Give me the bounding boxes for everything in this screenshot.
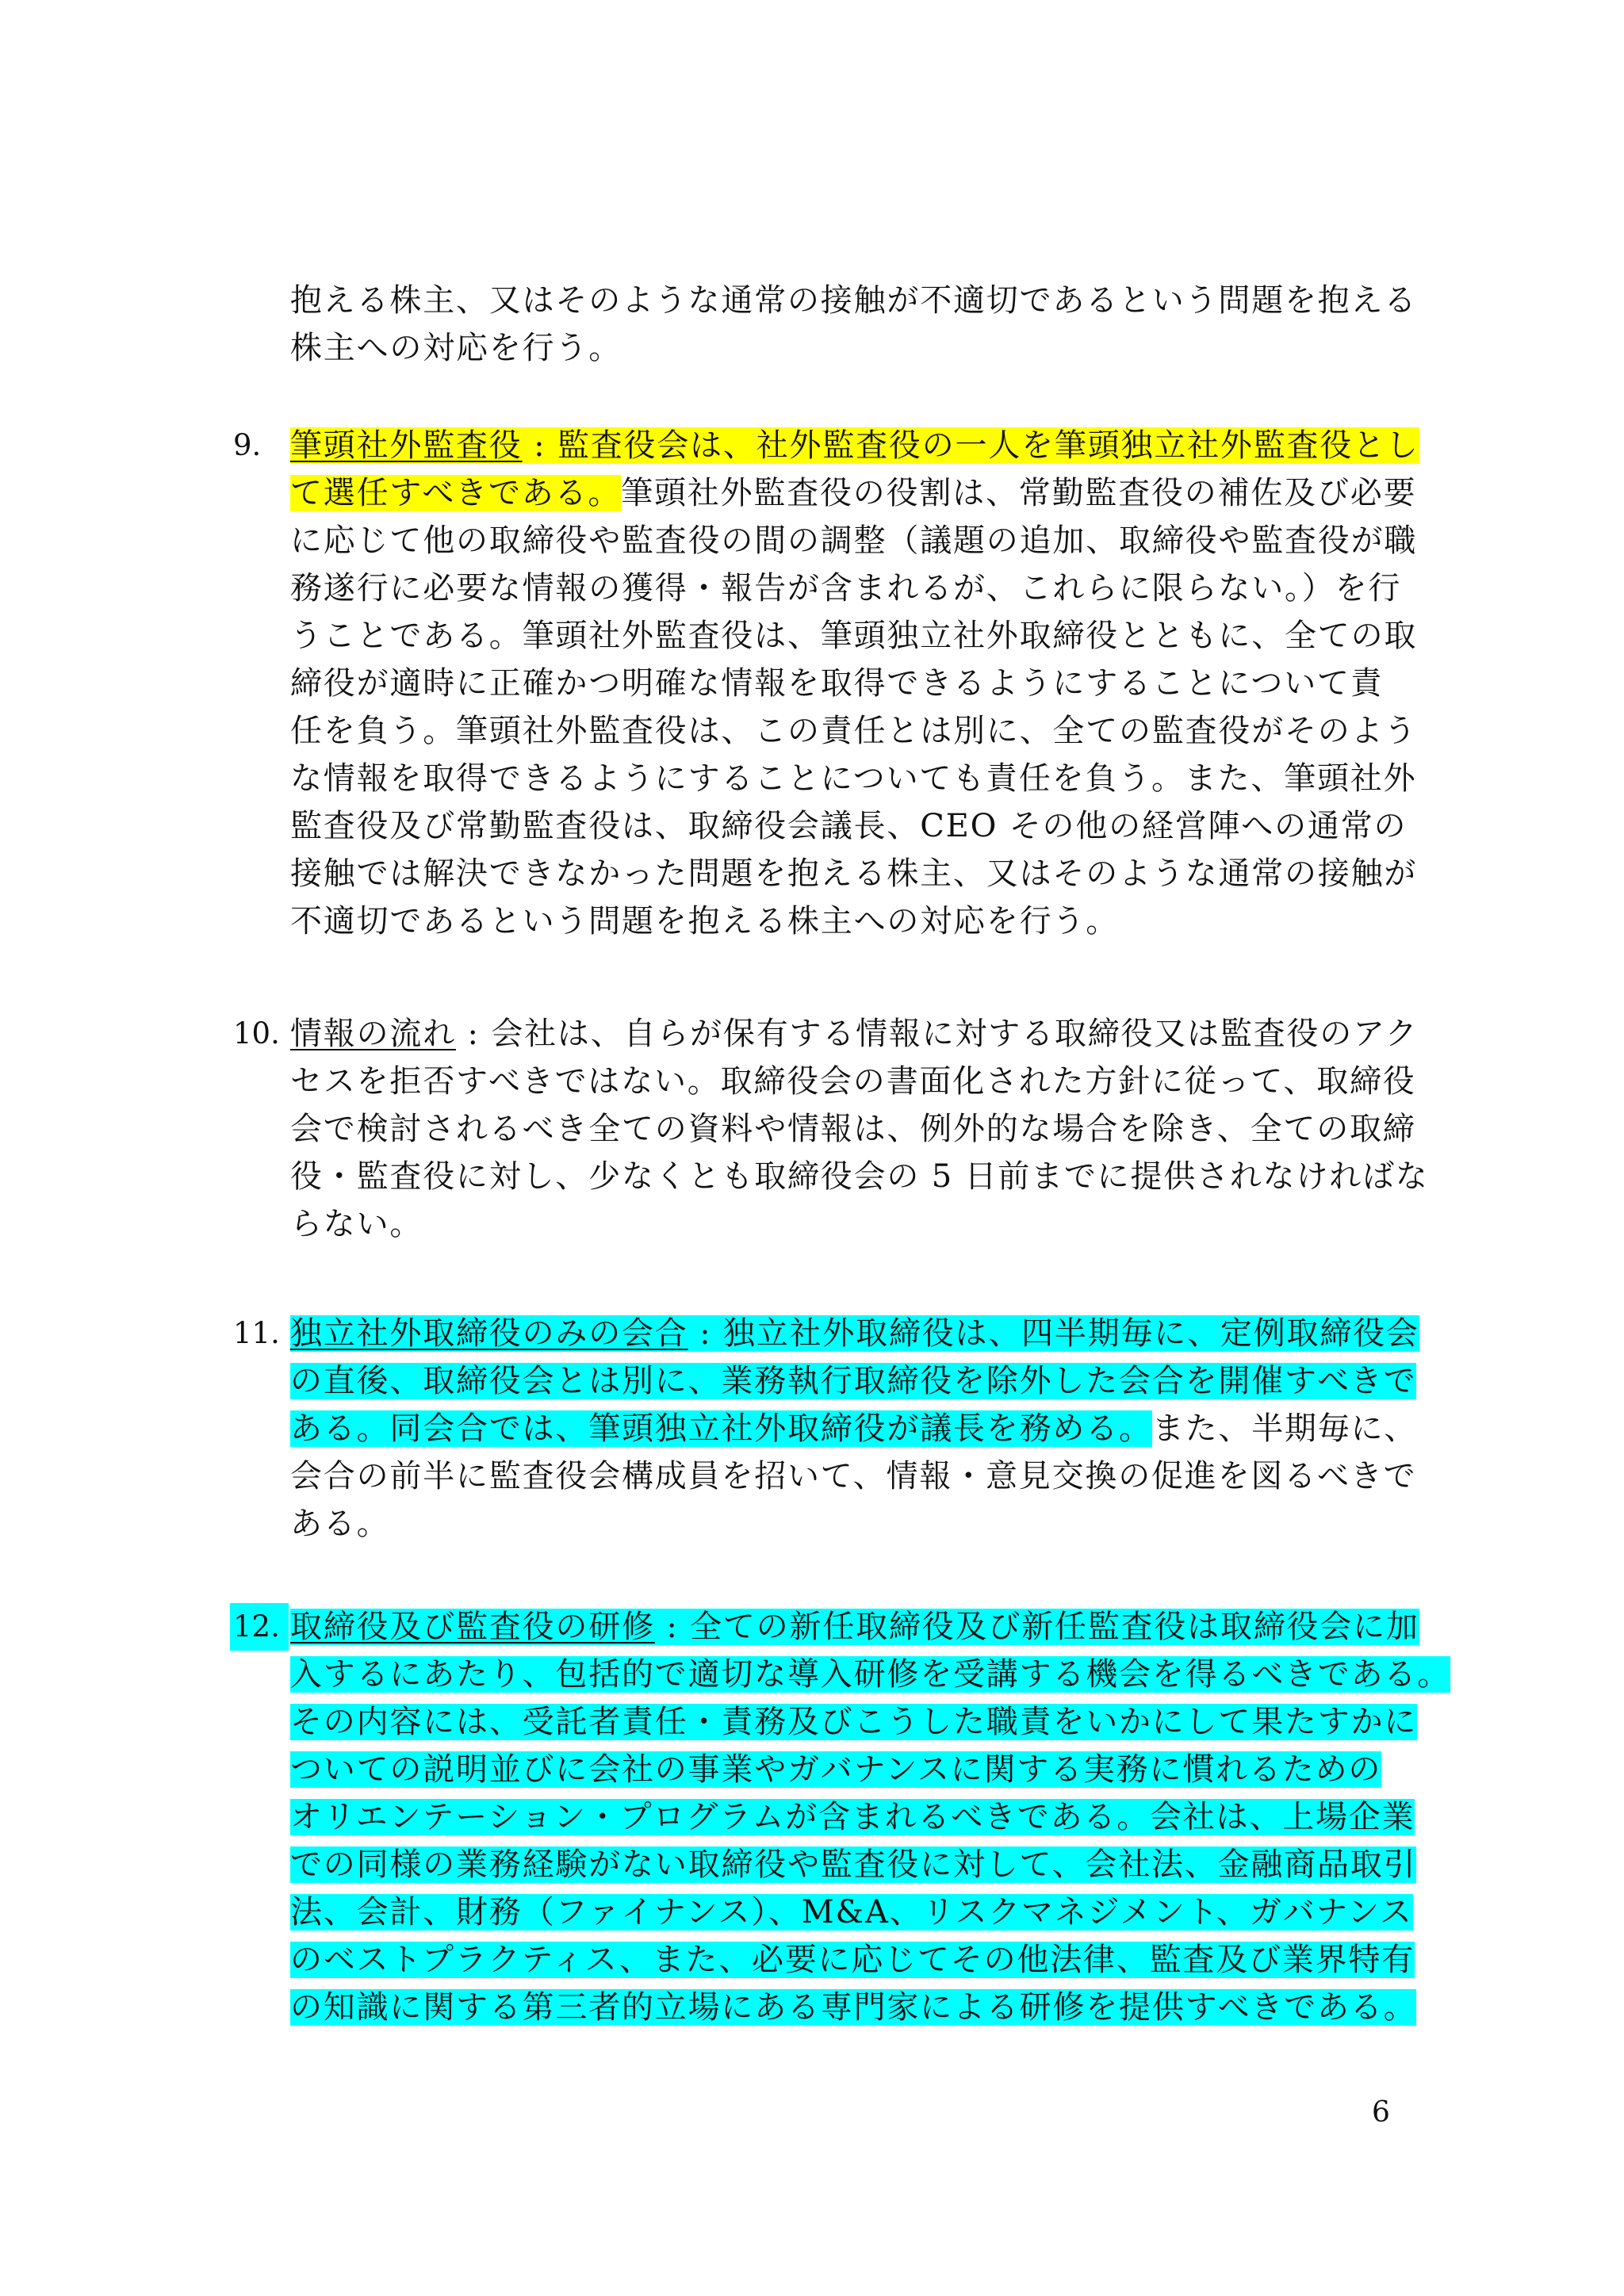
text-line: [290, 1936, 1415, 1984]
item-first-line: [290, 1010, 1419, 1058]
text-line: [290, 1746, 1381, 1793]
text-segment: 筆頭社外監査役の役割は、常勤監査役の補佐及び必要: [621, 475, 1417, 511]
highlighted-text: [290, 1609, 1419, 1645]
highlighted-text: ついての説明並びに会社の事業やガバナンスに関する実務に慣れるための: [290, 1751, 1382, 1788]
text-segment: 全ての新任取締役及び新任監査役は取締役会に加: [690, 1609, 1419, 1645]
text-segment: 独立社外取締役は、四半期毎に、定例取締役会: [722, 1315, 1419, 1352]
heading-separator: :: [688, 1315, 723, 1352]
text-line: [290, 1405, 1417, 1452]
text-line: 会で検討されるべき全ての資料や情報は、例外的な場合を除き、全ての取締: [290, 1111, 1416, 1147]
text-line: [290, 1888, 1413, 1936]
text-line: [290, 1793, 1415, 1841]
heading-separator: :: [456, 1016, 492, 1052]
item-number: 11.: [233, 1316, 280, 1350]
text-line: 会合の前半に監査役会構成員を招いて、情報・意見交換の促進を図るべきで: [290, 1458, 1417, 1494]
text-line: 役・監査役に対し、少なくとも取締役会の 5 日前までに提供されなければな: [290, 1158, 1429, 1195]
highlighted-text: の直後、取締役会とは別に、業務執行取締役を除外した会合を開催すべきで: [290, 1363, 1417, 1399]
item-first-line: [290, 1310, 1419, 1357]
highlighted-text: の知識に関する第三者的立場にある専門家による研修を提供すべきである。: [290, 1989, 1417, 2026]
item-heading: 取締役及び監査役の研修: [290, 1609, 655, 1645]
heading-separator: :: [522, 427, 557, 464]
highlighted-text: 入するにあたり、包括的で適切な導入研修を受講する機会を得るべきである。: [290, 1656, 1450, 1693]
text-line: 締役が適時に正確かつ明確な情報を取得できるようにすることについて責: [290, 665, 1384, 702]
item-heading: 情報の流れ: [290, 1016, 456, 1052]
text-line: に応じて他の取締役や監査役の間の調整（議題の追加、取締役や監査役が職: [290, 522, 1418, 559]
text-line: [290, 1357, 1416, 1405]
item-first-line: [290, 1603, 1419, 1651]
highlighted-text: 法、会計、財務（ファイナンス）、M&A、リスクマネジメント、ガバナンス: [290, 1894, 1413, 1931]
item-number: 10.: [233, 1016, 280, 1050]
text-line: [290, 1841, 1416, 1888]
text-line: 監査役及び常勤監査役は、取締役会議長、CEO その他の経営陣への通常の: [290, 808, 1408, 844]
text-line: 任を負う。筆頭社外監査役は、この責任とは別に、全ての監査役がそのよう: [290, 713, 1418, 749]
item-heading: 筆頭社外監査役: [290, 427, 523, 464]
highlighted-text: その内容には、受託者責任・責務及びこうした職責をいかにして果たすかに: [290, 1704, 1418, 1740]
text-line: 接触では解決できなかった問題を抱える株主、又はそのような通常の接触が: [290, 855, 1418, 892]
highlighted-text: て選任すべきである。: [290, 475, 622, 511]
highlighted-text: オリエンテーション・プログラムが含まれるべきである。会社は、上場企業: [290, 1799, 1415, 1835]
item-heading: 独立社外取締役のみの会合: [290, 1315, 688, 1352]
highlighted-text: [290, 427, 1419, 464]
text-line: らない。: [290, 1206, 423, 1242]
highlighted-text: [290, 1315, 1419, 1352]
text-line: うことである。筆頭社外監査役は、筆頭独立社外取締役とともに、全ての取: [290, 618, 1418, 654]
item-number: 9.: [233, 428, 262, 462]
text-segment: 会社は、自らが保有する情報に対する取締役又は監査役のアク: [491, 1016, 1419, 1052]
text-segment: また、半期毎に、: [1151, 1410, 1418, 1447]
highlighted-text: ある。同会合では、筆頭独立社外取締役が議長を務める。: [290, 1410, 1152, 1447]
text-line: な情報を取得できるようにすることについても責任を負う。また、筆頭社外: [290, 760, 1417, 797]
text-line: 株主への対応を行う。: [290, 330, 622, 366]
text-line: ある。: [290, 1506, 390, 1542]
highlighted-text: のベストプラクティス、また、必要に応じてその他法律、監査及び業界特有: [290, 1942, 1415, 1978]
text-line: [290, 469, 1416, 517]
text-line: 不適切であるという問題を抱える株主への対応を行う。: [290, 903, 1119, 939]
text-line: [290, 1984, 1416, 2031]
text-line: [290, 1651, 1450, 1698]
text-line: [290, 1698, 1417, 1746]
item-number: 12.: [230, 1603, 289, 1651]
item-first-line: [290, 422, 1419, 469]
text-line: 務遂行に必要な情報の獲得・報告が含まれるが、これらに限らない。）を行: [290, 570, 1402, 607]
text-segment: 監査役会は、社外監査役の一人を筆頭独立社外監査役とし: [557, 427, 1419, 464]
page-number: 6: [1372, 2096, 1390, 2129]
text-line: セスを拒否すべきではない。取締役会の書面化された方針に従って、取締役: [290, 1063, 1416, 1100]
highlighted-text: での同様の業務経験がない取締役や監査役に対して、会社法、金融商品取引: [290, 1846, 1417, 1883]
heading-separator: :: [654, 1609, 691, 1645]
text-line: 抱える株主、又はそのような通常の接触が不適切であるという問題を抱える: [290, 282, 1418, 319]
